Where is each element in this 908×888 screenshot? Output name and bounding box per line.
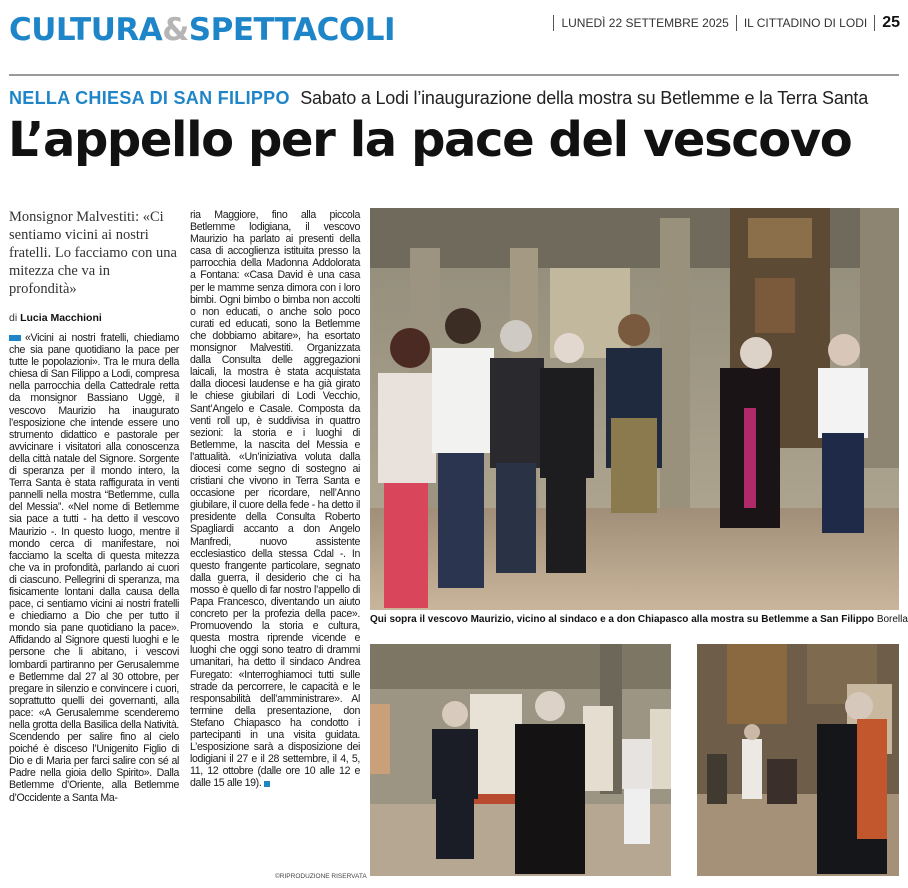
end-marker (264, 781, 270, 787)
main-photo (370, 208, 899, 610)
photo-credit: Borella (876, 614, 908, 625)
page-number: 25 (882, 14, 900, 31)
copyright-notice: ©RIPRODUZIONE RISERVATA (275, 873, 367, 880)
kicker: NELLA CHIESA DI SAN FILIPPO (9, 88, 290, 108)
paragraph-marker (9, 335, 21, 341)
article-column-1: «Vicini ai nostri fratelli, chiediamo che sia pane quotidiano la pace per tutte le popolazioni». Tra le mura della chiesa di San Filippo a Lodi, compresa nella parrocchia della Cattedrale retta da monsignor Bassiano Uggè, il vescovo Maurizio ha inaugurato l’esposizione che intende essere uno strumento didattico e pastorale per avvicinare i visitatori alla conoscenza della città natale del Signore. Sorgente di speranza per il mondo intero, la Terra Santa è stata raffigurata in venti pannelli nella mostra “Betlemme, culla del Messia”. «Nel nome di Betlemme sia pace a tutti - ha detto il vescovo Maurizio -. In questo luogo, mentre il mondo cerca di manifestare, noi facciamo la scelta di questa mitezza che va in profondità, parlando ai cuori di ciascuno. Pellegrini di speranza, ma fisicamente lontani dalla causa della pace, ci sentiamo vicini ai nostri fratelli e chiediamo a Dio che per tutto il mondo sia pane quotidiano la pace». Affidando al Signore questi luoghi e le persone che li abitano, i vescovi lombardi partiranno per Gerusalemme e Betlemme dal 27 al 30 ottobre, per pregare in silenzio e convincere i cuori, soprattutto quelli dei governanti, alla pace: «A Gerusalemme scenderemo nella grotta della Basilica della Natività. Scendendo per salire fino al cielo poiché è disceso l’Unigenito Figlio di Dio e di Maria per farci salire con sé al Padre nella gioia dello Spirito». Dalla Betlemme d’Oriente, alla Betlemme d’Occidente a Santa Ma- (9, 332, 179, 804)
header-meta (546, 14, 900, 32)
subtitle: Sabato a Lodi l’inaugurazione della mostra su Betlemme e la Terra Santa (300, 88, 869, 108)
header-divider (9, 74, 899, 76)
photo-caption: Qui sopra il vescovo Maurizio, vicino al sindaco e a don Chiapasco alla mostra su Betlemme a San Filippo Borella (370, 614, 908, 625)
pullquote: Monsignor Malvestiti: «Ci sentiamo vicini ai nostri fratelli. Lo facciamo con una mitezza che va in profondità» (9, 209, 177, 297)
issue-date: LUNEDÌ 22 SETTEMBRE 2025 (561, 16, 729, 30)
photo-visit (697, 644, 899, 876)
headline: L’appello per la pace del vescovo (8, 112, 852, 168)
byline: di Lucia Macchioni (9, 312, 102, 324)
article-column-2: ria Maggiore, fino alla piccola Betlemme lodigiana, il vescovo Maurizio ha parlato ai presenti della casa di accoglienza istituita presso la parrocchia della Madonna Addolorata a Fontana: «Casa David è una casa per le mamme senza dimora con i loro bimbi. Ogni bimbo o bimba non accolti o non educati, o anche solo poco curati ed educati, sono la Betlemme che dobbiamo abitare», ha esortato monsignor Malvestiti. Organizzata dalla Consulta delle aggregazioni laicali, la mostra è stata acquistata dalla diocesi laudense e ha già girato le chiese giubilari di Lodi Vecchio, Sant’Angelo e Casale. Composta da venti roll up, è suddivisa in quattro sezioni: la storia e i luoghi di Betlemme, la nascita del Messia e l’attualità. «Un’iniziativa voluta dalla diocesi come segno di sostegno ai cristiani che vivono in Terra Santa e occasione per ricordare, nell’Anno giubilare, il cuore della fede - ha detto il presidente della Consulta Roberto Spagliardi accanto a don Angelo Manfredi, nuovo assistente ecclesiastico della stessa Cdal -. In questo frangente particolare, segnato dalla guerra, il desiderio che ci ha mosso è quello di far nostro l’appello di Papa Francesco, diventando un aiuto concreto per la profezia della pace». Promuovendo la storia e cultura, questa mostra riprende vicende e luoghi che oggi sono teatro di drammi umanitari, ha detto il sindaco Andrea Furegato: «Interroghiamoci tutti sulle strade da percorrere, le capacità e le responsabilità dell’amministrare». Al termine della presentazione, don Stefano Chiapasco ha condotto i partecipanti in una visita guidata. L’esposizione sarà a disposizione dei lodigiani il 27 e il 28 settembre, il 4, 5, 11, 12 ottobre (dalle ore 10 alle 12 e dalle 15 alle 19). (190, 209, 360, 790)
kicker-row (9, 88, 868, 109)
section-title: CULTURA&SPETTACOLI (9, 12, 395, 48)
newspaper-name: IL CITTADINO DI LODI (743, 16, 868, 30)
author-name: Lucia Macchioni (20, 312, 102, 324)
photo-bishop-speaking (370, 644, 671, 876)
